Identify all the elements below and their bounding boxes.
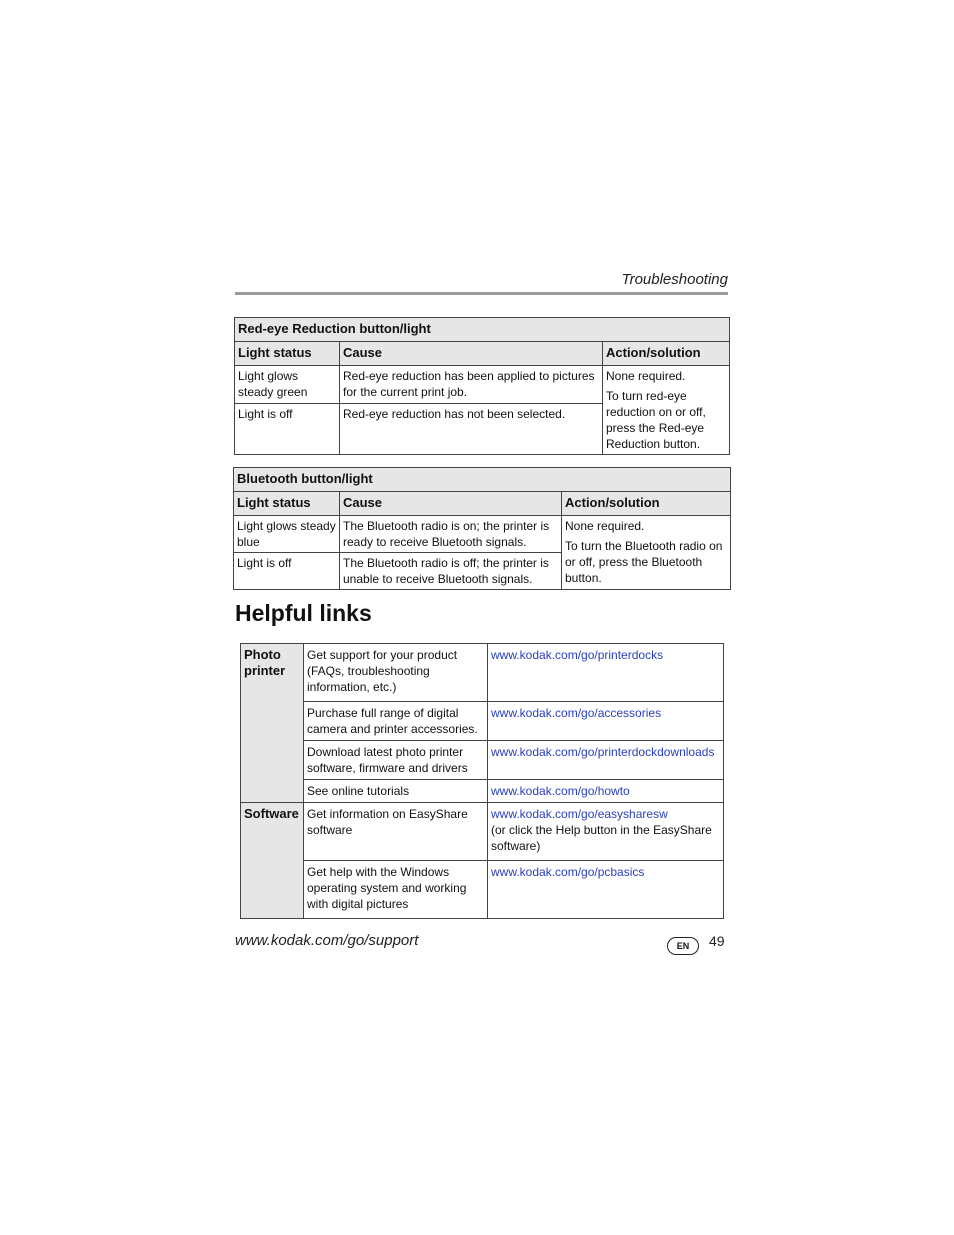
link-accessories[interactable]: www.kodak.com/go/accessories	[491, 706, 662, 720]
action-text: None required.	[606, 369, 686, 383]
table-row	[241, 780, 724, 803]
description-cell: Get information on EasyShare software	[304, 803, 488, 861]
table-row	[241, 861, 724, 919]
column-header-action: Action/solution	[562, 492, 731, 516]
table-row	[234, 516, 731, 553]
light-status-cell: Light glows steady green	[235, 366, 340, 404]
link-pcbasics[interactable]: www.kodak.com/go/pcbasics	[491, 865, 645, 879]
cause-cell: The Bluetooth radio is on; the printer is ready to receive Bluetooth signals.	[340, 516, 562, 553]
table-row	[241, 803, 724, 861]
link-cell	[488, 741, 724, 780]
link-cell	[488, 780, 724, 803]
table-title: Bluetooth button/light	[234, 468, 731, 492]
link-cell	[488, 803, 724, 861]
description-cell: See online tutorials	[304, 780, 488, 803]
description-cell: Get help with the Windows operating system and working with digital pictures	[304, 861, 488, 919]
language-badge: EN	[667, 937, 699, 955]
cause-cell: The Bluetooth radio is off; the printer is unable to receive Bluetooth signals.	[340, 553, 562, 590]
action-cell	[562, 516, 731, 590]
page-header-title: Troubleshooting	[621, 271, 728, 288]
table-row	[241, 644, 724, 702]
description-cell: Get support for your product (FAQs, troubleshooting information, etc.)	[304, 644, 488, 702]
action-text: None required.	[565, 519, 645, 533]
link-cell	[488, 702, 724, 741]
table-title: Red-eye Reduction button/light	[235, 318, 730, 342]
link-note: (or click the Help button in the EasyShare software)	[491, 823, 712, 853]
helpful-links-table	[240, 643, 724, 919]
action-text: To turn the Bluetooth radio on or off, press the Bluetooth button.	[565, 539, 723, 585]
description-cell: Download latest photo printer software, firmware and drivers	[304, 741, 488, 780]
link-howto[interactable]: www.kodak.com/go/howto	[491, 784, 630, 798]
table-row	[241, 741, 724, 780]
category-cell-software: Software	[241, 803, 304, 919]
bluetooth-troubleshooting-table	[233, 467, 731, 590]
category-cell-photo-printer: Photo printer	[241, 644, 304, 803]
cause-cell: Red-eye reduction has not been selected.	[340, 404, 603, 455]
table-row	[235, 366, 730, 404]
footer-support-url: www.kodak.com/go/support	[235, 932, 419, 949]
column-header-light-status: Light status	[234, 492, 340, 516]
redeye-troubleshooting-table	[234, 317, 730, 455]
section-heading-helpful-links: Helpful links	[235, 600, 372, 626]
link-easysharesw[interactable]: www.kodak.com/go/easysharesw	[491, 807, 668, 821]
link-printerdockdownloads[interactable]: www.kodak.com/go/printerdockdownloads	[491, 745, 715, 759]
page-number: 49	[709, 933, 725, 949]
light-status-cell: Light is off	[235, 404, 340, 455]
table-row	[241, 702, 724, 741]
link-cell	[488, 644, 724, 702]
column-header-cause: Cause	[340, 342, 603, 366]
action-cell	[603, 366, 730, 455]
cause-cell: Red-eye reduction has been applied to pictures for the current print job.	[340, 366, 603, 404]
link-printerdocks[interactable]: www.kodak.com/go/printerdocks	[491, 648, 664, 662]
description-cell: Purchase full range of digital camera and printer accessories.	[304, 702, 488, 741]
action-text: To turn red-eye reduction on or off, press the Red-eye Reduction button.	[606, 389, 706, 451]
header-divider	[235, 292, 728, 295]
link-cell	[488, 861, 724, 919]
column-header-cause: Cause	[340, 492, 562, 516]
light-status-cell: Light is off	[234, 553, 340, 590]
column-header-light-status: Light status	[235, 342, 340, 366]
column-header-action: Action/solution	[603, 342, 730, 366]
light-status-cell: Light glows steady blue	[234, 516, 340, 553]
